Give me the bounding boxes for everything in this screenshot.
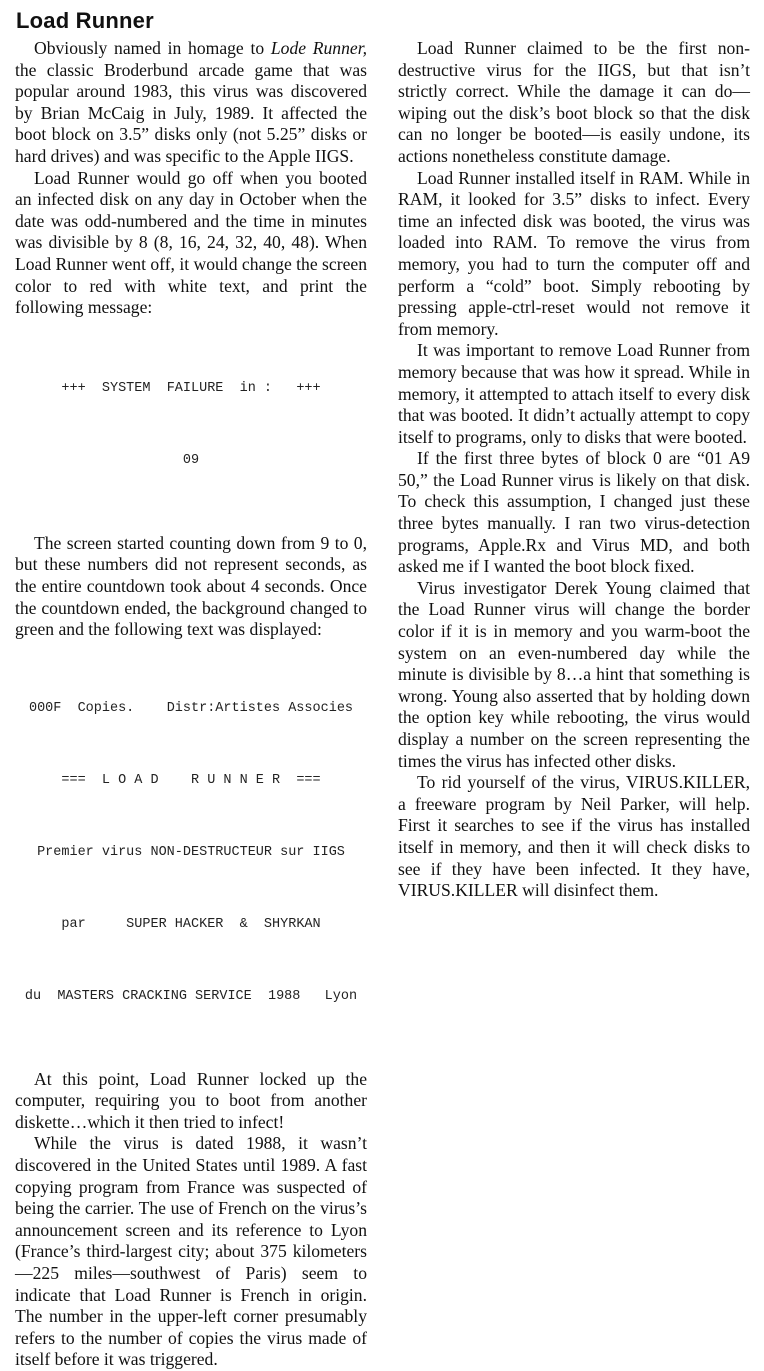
- code-line: par SUPER HACKER & SHYRKAN: [61, 916, 321, 932]
- paragraph: Virus investigator Derek Young claimed that the Load Runner virus will change the border color if it is in memory and you warm-boot the system on an even-numbered day while the minute is divisible by 8…a hint that something is wrong. Young also asserted that by holding down the option key while rebooting, the virus would display a number on the screen representing the times the virus has infected other disks.: [398, 577, 750, 771]
- paragraph: [398, 38, 750, 168]
- code-line: 000F Copies. Distr:Artistes Associes: [28, 700, 354, 716]
- paragraph: [15, 38, 367, 168]
- text-span: Load Runner claimed to be the first non-destructive virus for the II: [398, 38, 750, 80]
- text-span: Obviously named in homage to: [34, 38, 271, 58]
- left-column: [15, 38, 367, 1371]
- game-title-italic: Lode Runner,: [270, 38, 368, 58]
- paragraph: If the first three bytes of block 0 are “01 A9 50,” the Load Runner virus is likely on that disk. To check this assumption, I changed just these three bytes manually. I ran two virus-detection programs, Apple.Rx and Virus MD, and both asked me if I wanted the boot block fixed.: [398, 448, 750, 577]
- code-line: 09: [182, 452, 200, 468]
- virus-announcement-text: [15, 649, 367, 1057]
- gs-smallcaps: GS: [609, 59, 632, 80]
- system-failure-message: [15, 329, 367, 521]
- code-line: === L O A D R U N N E R ===: [61, 772, 321, 788]
- paragraph: To rid yourself of the virus, VIRUS.KILLER, a freeware program by Neil Parker, will help. First it searches to see if the virus has installed itself in memory, and then it will check disks to see if they have been infected. It they have, VIRUS.KILLER will disinfect them.: [398, 772, 750, 901]
- paragraph: While the virus is dated 1988, it wasn’t discovered in the United States until 1989. A fast copying program from France was suspected of being the carrier. The use of French on the virus’s announcement screen and its reference to Lyon (France’s third-largest city; about 375 kilometers—225 miles—southwest of Paris) seem to indicate that Load Runner is French in origin. The number in the upper-left corner presumably refers to the number of copies the virus made of itself before it was triggered.: [15, 1133, 367, 1370]
- text-span: the classic Broderbund arcade game that was popular around 1983, this virus was discovered by Brian McCaig in July, 1989. It affected the boot block on 3.5” disks only (not 5.25” disks or hard drives) and was specific to the Apple II: [15, 59, 367, 166]
- code-line: Premier virus NON-DESTRUCTEUR sur IIGS: [37, 844, 345, 860]
- right-column: [398, 38, 750, 902]
- paragraph: At this point, Load Runner locked up the computer, requiring you to boot from another diskette…which it then tried to infect!: [15, 1068, 367, 1132]
- paragraph: It was important to remove Load Runner from memory because that was how it spread. While in memory, it attempted to attach itself to every disk that was booted. It didn’t actually attempt to copy itself to programs, only to disks that were booted.: [398, 340, 750, 447]
- text-span: .: [349, 145, 354, 166]
- paragraph: Load Runner installed itself in RAM. While in RAM, it looked for 3.5” disks to infect. Every time an infected disk was booted, the virus was loaded into RAM. To remove the virus from memory, you had to turn the computer off and perform a “cold” boot. Simply rebooting by pressing apple-ctrl-reset would not remove it from memory.: [398, 167, 750, 339]
- code-line: du MASTERS CRACKING SERVICE 1988 Lyon: [24, 988, 358, 1004]
- paragraph: The screen started counting down from 9 to 0, but these numbers did not represent seconds, as the entire countdown took about 4 seconds. Once the countdown ended, the background changed to green and the following text was displayed:: [15, 532, 367, 640]
- gs-smallcaps: GS: [326, 145, 350, 166]
- text-span: , but that isn’t strictly correct. While the damage it can do—wiping out the disk’s boot block so that the disk can no longer be booted—is easily undone, its actions nonetheless constitute damage.: [398, 59, 750, 166]
- paragraph: Load Runner would go off when you booted an infected disk on any day in October when the date was odd-numbered and the time in minutes was divisible by 8 (8, 16, 24, 32, 40, 48). When Load Runner went off, it would change the screen color to red with white text, and print the following message:: [15, 167, 367, 318]
- code-line: +++ SYSTEM FAILURE in : +++: [61, 380, 321, 396]
- article-title: Load Runner: [16, 8, 154, 33]
